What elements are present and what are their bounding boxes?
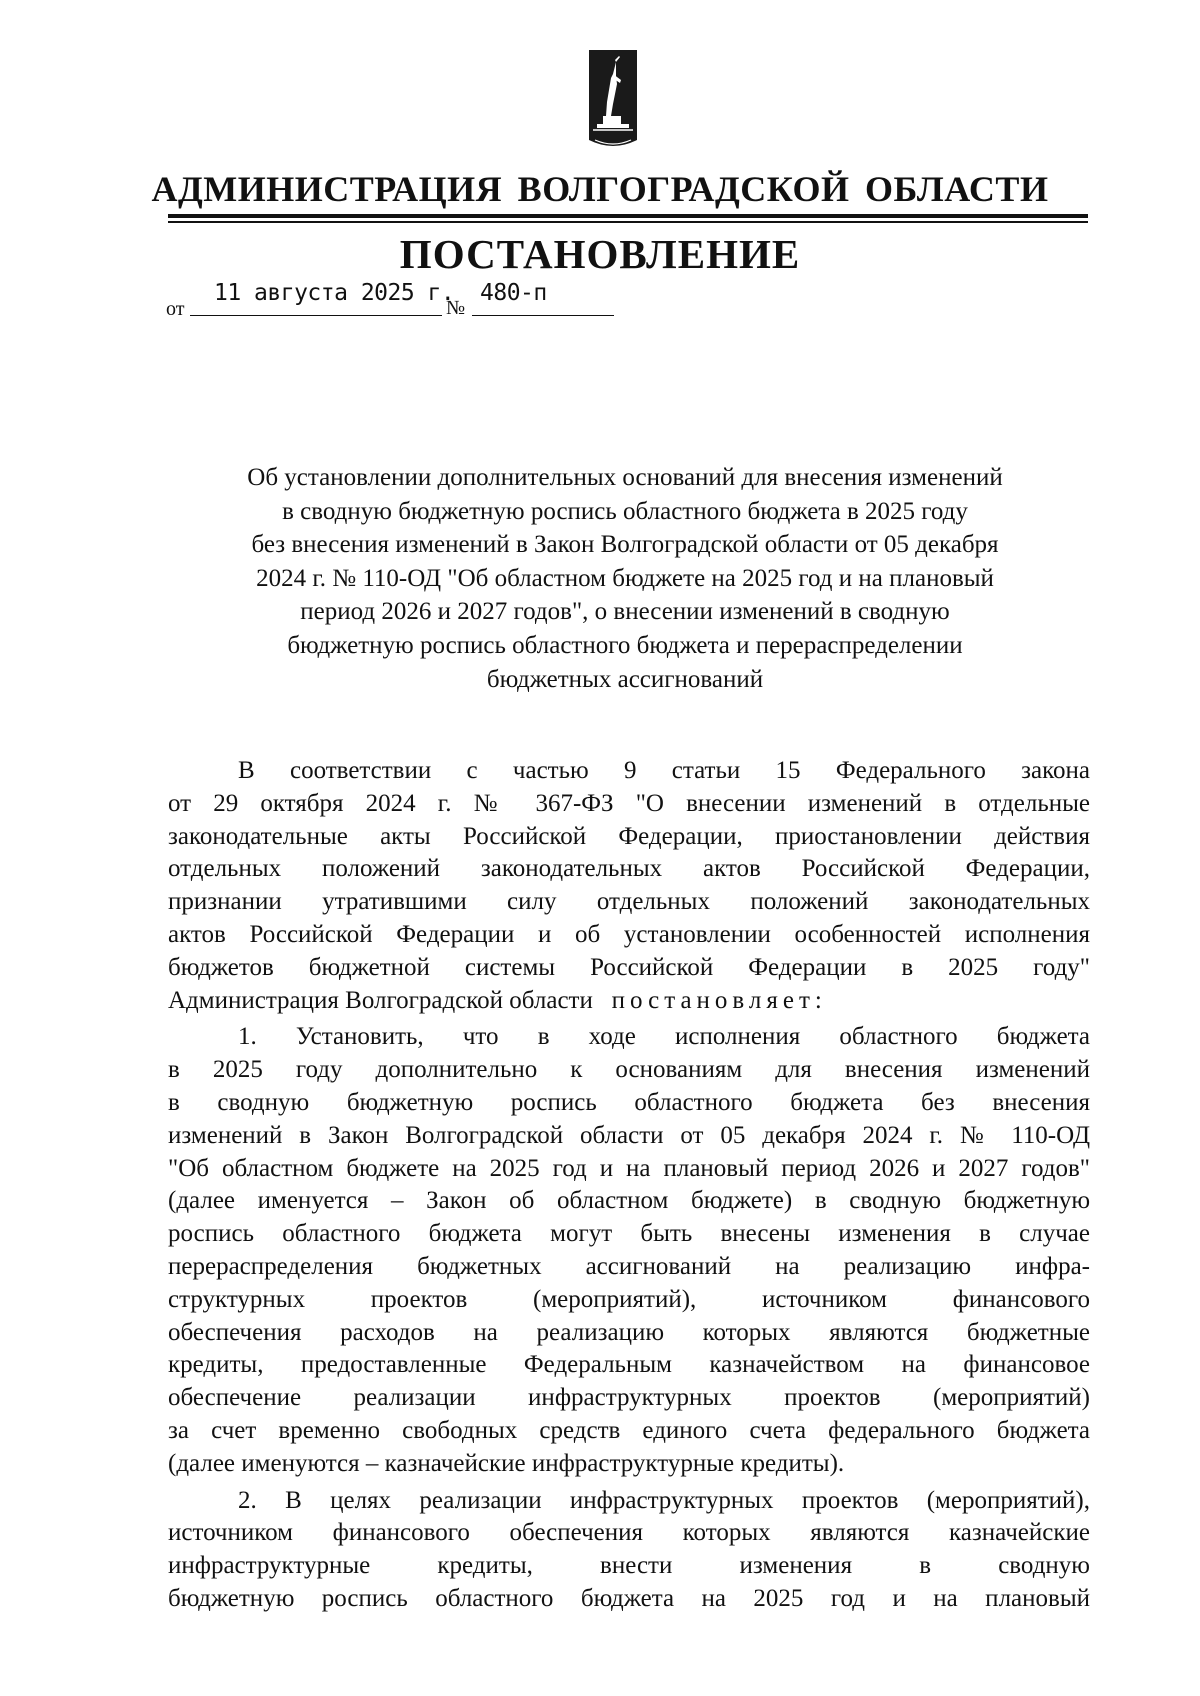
paragraph-1-line: за счет временно свободных средств единого счета федерального бюджета [168,1416,1090,1444]
preamble-line: отдельных положений законодательных актов Российской Федерации, [168,855,1090,883]
paragraph-1-line: изменений в Закон Волгоградской области от 05 декабря 2024 г. № 110-ОД [168,1121,1090,1149]
decision-verb: постановляет: [611,986,827,1014]
document-type: ПОСТАНОВЛЕНИЕ [399,231,801,277]
paragraph-2-line: 2. В целях реализации инфраструктурных проектов (мероприятий), [238,1486,1090,1514]
paragraph-2-line: источником финансового обеспечения которых являются казначейские [168,1519,1090,1547]
paragraph-1-line: (далее именуется – Закон об областном бюджете) в сводную бюджетную [168,1187,1090,1215]
document-date: 11 августа 2025 г. [214,280,455,306]
preamble-subject: Администрация Волгоградской области [168,986,593,1014]
paragraph-2-line: инфраструктурные кредиты, внести изменения в сводную [168,1552,1090,1580]
title-line: бюджетных ассигнований [486,665,764,693]
header-rule-thick [168,214,1088,218]
preamble-line: признании утратившими силу отдельных положений законодательных [168,888,1090,916]
title-line: в сводную бюджетную роспись областного бюджета в 2025 году [282,497,968,525]
paragraph-1-line: кредиты, предоставленные Федеральным казначейством на финансовое [168,1351,1090,1379]
paragraph-1-line: "Об областном бюджете на 2025 год и на плановый период 2026 и 2027 годов" [168,1154,1090,1182]
title-line: Об установлении дополнительных оснований для внесения изменений [247,464,1003,491]
title-line: без внесения изменений в Закон Волгоградской области от 05 декабря [251,531,999,559]
paragraph-1-line: в сводную бюджетную роспись областного бюджета без внесения [168,1088,1090,1116]
number-prefix: № [446,297,466,319]
preamble-closing-line [168,985,1090,1018]
paragraph-1-line: (далее именуются – казначейские инфраструктурные кредиты). [168,1449,845,1477]
paragraph-1-line: перераспределения бюджетных ассигнований на реализацию инфра- [168,1252,1090,1280]
document-title [170,461,1080,696]
preamble-line: актов Российской Федерации и об установлении особенностей исполнения [168,920,1090,948]
paragraph-1-line: 1. Установить, что в ходе исполнения областного бюджета [238,1023,1090,1051]
preamble-line: от 29 октября 2024 г. № 367-ФЗ "О внесении изменений в отдельные [168,789,1090,817]
title-line: 2024 г. № 110-ОД "Об областном бюджете на 2025 год и на плановый [256,564,994,592]
paragraph-2-line: бюджетную роспись областного бюджета на 2025 год и на плановый [168,1584,1090,1612]
date-underline [190,315,442,316]
paragraph-1-line: структурных проектов (мероприятий), источником финансового [168,1285,1090,1313]
number-underline [472,315,614,316]
document-number: 480-п [480,280,547,306]
organization-name: АДМИНИСТРАЦИЯ ВОЛГОГРАДСКОЙ ОБЛАСТИ [151,169,1049,209]
preamble-line: законодательные акты Российской Федерации, приостановлении действия [168,822,1090,850]
date-number-line [0,280,1200,320]
title-line: период 2026 и 2027 годов", о внесении изменений в сводную [300,598,950,626]
paragraph-1-line: обеспечения расходов на реализацию которых являются бюджетные [168,1318,1090,1346]
title-line: бюджетную роспись областного бюджета и перераспределении [287,631,963,659]
document-body [168,755,1090,1616]
paragraph-1-line: в 2025 году дополнительно к основаниям для внесения изменений [168,1056,1090,1084]
preamble-line: В соответствии с частью 9 статьи 15 Федерального закона [238,757,1090,784]
paragraph-1-line: роспись областного бюджета могут быть внесены изменения в случае [168,1220,1090,1248]
paragraph-1-line: обеспечение реализации инфраструктурных проектов (мероприятий) [168,1384,1090,1412]
preamble-line: бюджетов бюджетной системы Российской Федерации в 2025 году" [168,953,1090,981]
date-prefix: от [166,298,185,320]
header-rule-thin [168,221,1088,223]
coat-of-arms-icon [589,50,637,150]
